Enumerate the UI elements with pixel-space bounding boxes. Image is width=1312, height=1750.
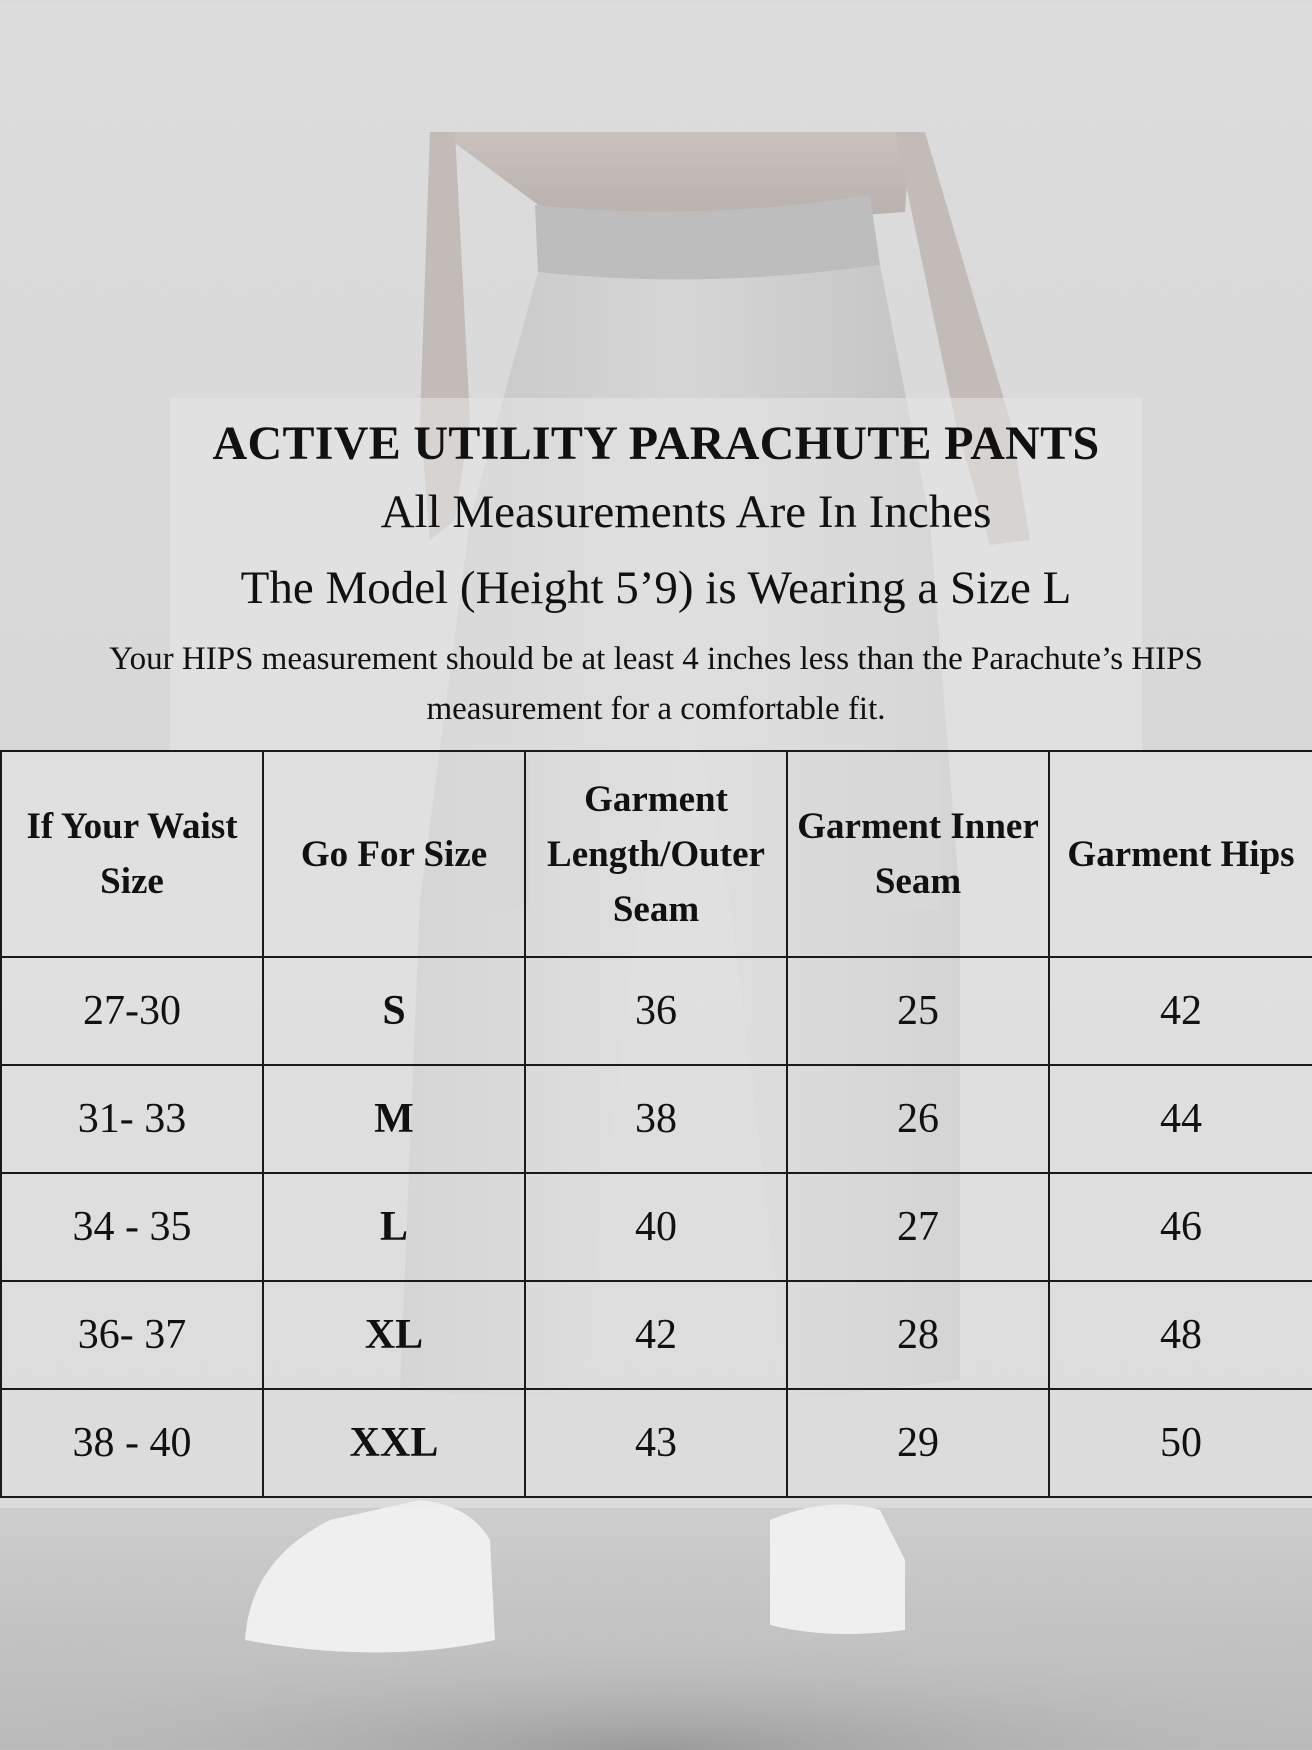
size-cell: XXL	[263, 1389, 525, 1497]
waist-cell: 27-30	[1, 957, 263, 1065]
table-row	[1, 1281, 1312, 1389]
length-cell: 42	[525, 1281, 787, 1389]
waist-cell: 38 - 40	[1, 1389, 263, 1497]
size-cell: M	[263, 1065, 525, 1173]
inner-seam-cell: 26	[787, 1065, 1049, 1173]
inner-seam-cell: 29	[787, 1389, 1049, 1497]
column-header-waist: If Your Waist Size	[1, 751, 263, 957]
length-cell: 40	[525, 1173, 787, 1281]
waist-cell: 36- 37	[1, 1281, 263, 1389]
model-size-note: The Model (Height 5’9) is Wearing a Size L	[240, 562, 1072, 614]
size-cell: XL	[263, 1281, 525, 1389]
size-cell: S	[263, 957, 525, 1065]
waist-cell: 34 - 35	[1, 1173, 263, 1281]
inner-seam-cell: 25	[787, 957, 1049, 1065]
column-header-size: Go For Size	[263, 751, 525, 957]
measurement-unit-note: All Measurements Are In Inches	[380, 486, 992, 538]
size-chart-table	[0, 750, 1312, 1498]
hips-cell: 46	[1049, 1173, 1312, 1281]
table-row	[1, 1173, 1312, 1281]
fit-advice-note: Your HIPS measurement should be at least 4 inches less than the Parachute’s HIPS measurement for a comfortable fit.	[109, 641, 1203, 727]
length-cell: 43	[525, 1389, 787, 1497]
column-header-hips: Garment Hips	[1049, 751, 1312, 957]
inner-seam-cell: 27	[787, 1173, 1049, 1281]
table-row	[1, 1065, 1312, 1173]
hips-cell: 48	[1049, 1281, 1312, 1389]
hips-cell: 44	[1049, 1065, 1312, 1173]
table-row	[1, 1389, 1312, 1497]
column-header-inner-seam: Garment Inner Seam	[787, 751, 1049, 957]
hips-cell: 50	[1049, 1389, 1312, 1497]
hips-cell: 42	[1049, 957, 1312, 1065]
size-cell: L	[263, 1173, 525, 1281]
column-header-length: Garment Length/Outer Seam	[525, 751, 787, 957]
waist-cell: 31- 33	[1, 1065, 263, 1173]
length-cell: 36	[525, 957, 787, 1065]
inner-seam-cell: 28	[787, 1281, 1049, 1389]
table-header-row	[1, 751, 1312, 957]
product-title: ACTIVE UTILITY PARACHUTE PANTS	[212, 417, 1100, 470]
length-cell: 38	[525, 1065, 787, 1173]
table-row	[1, 957, 1312, 1065]
